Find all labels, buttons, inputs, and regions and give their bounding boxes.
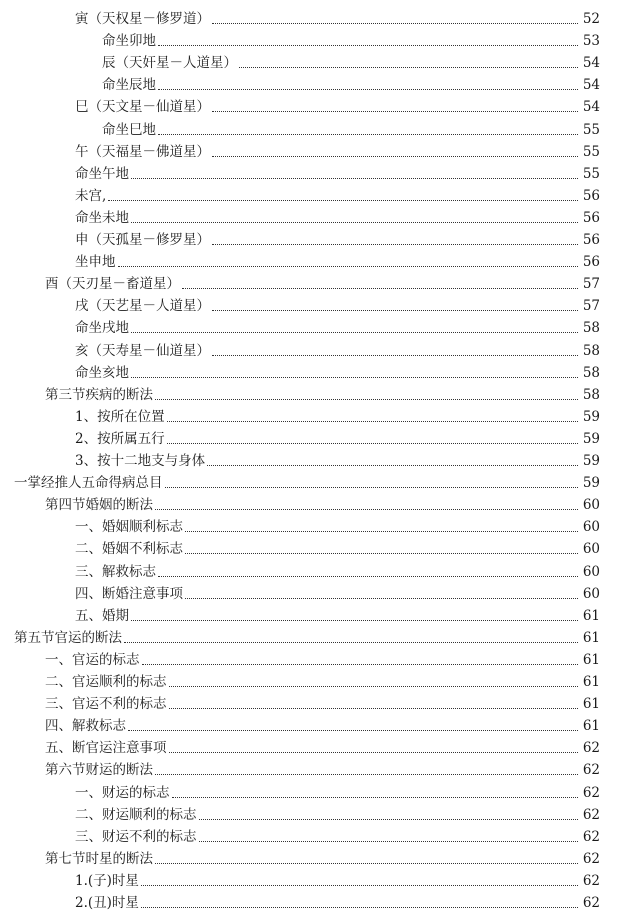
toc-entry-page-number: 56	[582, 254, 600, 271]
toc-entry-page-number: 61	[582, 651, 600, 668]
toc-entry-title: 1.(子)时星	[75, 872, 139, 889]
toc-entry-page-number: 56	[582, 187, 600, 204]
toc-entry[interactable]	[45, 668, 600, 690]
toc-entry-page-number: 53	[582, 33, 600, 50]
toc-entry-title: 命坐亥地	[75, 364, 129, 381]
toc-entry-page-number: 57	[582, 298, 600, 315]
toc-entry[interactable]	[75, 602, 600, 624]
toc-entry-title: 命坐戌地	[75, 320, 129, 337]
toc-entry-page-number: 61	[582, 607, 600, 624]
dot-leader	[212, 23, 578, 24]
toc-entry-title: 坐申地	[75, 254, 116, 271]
toc-entry-title: 五、婚期	[75, 607, 129, 624]
toc-entry-title: 四、断婚注意事项	[75, 585, 183, 602]
toc-entry[interactable]	[75, 558, 600, 580]
toc-entry-page-number: 62	[582, 762, 600, 779]
toc-entry-page-number: 62	[582, 895, 600, 911]
toc-entry-page-number: 61	[582, 674, 600, 690]
dot-leader	[212, 111, 578, 112]
dot-leader	[158, 134, 578, 135]
toc-entry-page-number: 60	[582, 541, 600, 558]
toc-entry-title: 一、官运的标志	[45, 651, 140, 668]
toc-entry-title: 2、按所属五行	[75, 430, 165, 447]
toc-entry-page-number: 55	[582, 165, 600, 182]
toc-entry[interactable]	[75, 292, 600, 314]
dot-leader	[158, 45, 578, 46]
toc-entry[interactable]	[75, 5, 600, 27]
toc-entry[interactable]	[102, 27, 600, 49]
dot-leader	[185, 598, 578, 599]
dot-leader	[169, 686, 579, 687]
dot-leader	[185, 531, 578, 532]
toc-entry[interactable]	[75, 535, 600, 557]
toc-entry[interactable]	[75, 513, 600, 535]
toc-entry-title: 命坐辰地	[102, 77, 156, 94]
dot-leader	[142, 664, 579, 665]
toc-entry[interactable]	[102, 49, 600, 71]
toc-entry-title: 五、断官运注意事项	[45, 740, 167, 757]
toc-entry[interactable]	[75, 138, 600, 160]
toc-entry-title: 亥（天寿星－仙道星）	[75, 342, 210, 359]
toc-entry-page-number: 61	[582, 629, 600, 646]
toc-entry-title: 命坐午地	[75, 165, 129, 182]
toc-entry-title: 第七节时星的断法	[45, 850, 153, 867]
toc-entry-page-number: 62	[582, 784, 600, 801]
toc-entry-title: 命坐巳地	[102, 121, 156, 138]
toc-entry-page-number: 54	[582, 77, 600, 94]
toc-entry-title: 一、婚姻顺利标志	[75, 519, 183, 536]
dot-leader	[185, 553, 578, 554]
toc-entry[interactable]	[75, 160, 600, 182]
toc-entry[interactable]	[75, 801, 600, 823]
toc-entry-page-number: 60	[582, 519, 600, 536]
toc-entry[interactable]	[75, 314, 600, 336]
dot-leader	[131, 332, 578, 333]
toc-entry-page-number: 52	[582, 11, 600, 27]
dot-leader	[167, 443, 578, 444]
toc-entry-page-number: 62	[582, 850, 600, 867]
dot-leader	[239, 67, 578, 68]
toc-entry[interactable]	[75, 403, 600, 425]
toc-entry[interactable]	[75, 226, 600, 248]
toc-entry[interactable]	[45, 270, 600, 292]
toc-entry[interactable]	[75, 779, 600, 801]
toc-entry-title: 巳（天文星－仙道星）	[75, 99, 210, 116]
toc-entry-page-number: 62	[582, 740, 600, 757]
toc-entry[interactable]	[75, 248, 600, 270]
toc-entry[interactable]	[102, 71, 600, 93]
toc-entry-page-number: 59	[582, 475, 600, 492]
toc-entry-title: 辰（天奸星－人道星）	[102, 55, 237, 72]
toc-entry-title: 一掌经推人五命得病总目	[14, 475, 163, 492]
dot-leader	[155, 774, 578, 775]
dot-leader	[131, 178, 578, 179]
toc-entry-title: 三、官运不利的标志	[45, 696, 167, 713]
toc-entry[interactable]	[75, 889, 600, 911]
toc-entry[interactable]	[75, 580, 600, 602]
toc-entry[interactable]	[75, 182, 600, 204]
toc-entry-title: 二、婚姻不利标志	[75, 541, 183, 558]
dot-leader	[212, 355, 578, 356]
toc-entry-title: 寅（天权星－修罗道）	[75, 11, 210, 27]
toc-entry-title: 未宫,	[75, 187, 107, 204]
toc-entry-page-number: 58	[582, 342, 600, 359]
dot-leader	[182, 288, 578, 289]
toc-entry-page-number: 59	[582, 430, 600, 447]
toc-entry[interactable]	[45, 712, 600, 734]
toc-entry-page-number: 62	[582, 872, 600, 889]
toc-entry-page-number: 56	[582, 232, 600, 248]
toc-entry-page-number: 57	[582, 276, 600, 293]
dot-leader	[155, 863, 578, 864]
dot-leader	[212, 244, 578, 245]
toc-entry-page-number: 54	[582, 55, 600, 72]
toc-entry-title: 2.(丑)时星	[75, 895, 139, 911]
toc-entry[interactable]	[75, 867, 600, 889]
toc-entry-title: 第四节婚姻的断法	[45, 497, 153, 514]
dot-leader	[118, 266, 579, 267]
toc-entry-page-number: 58	[582, 364, 600, 381]
toc-entry-title: 三、财运不利的标志	[75, 828, 197, 845]
toc-entry-title: 第三节疾病的断法	[45, 386, 153, 403]
toc-entry[interactable]	[45, 734, 600, 756]
toc-entry-page-number: 61	[582, 696, 600, 713]
dot-leader	[207, 465, 578, 466]
toc-entry-title: 四、解救标志	[45, 718, 126, 735]
toc-entry-page-number: 58	[582, 320, 600, 337]
toc-entry-title: 二、财运顺利的标志	[75, 806, 197, 823]
toc-entry-title: 午（天福星－佛道星）	[75, 143, 210, 160]
dot-leader	[199, 819, 579, 820]
toc-entry-title: 1、按所在位置	[75, 408, 165, 425]
dot-leader	[165, 487, 579, 488]
toc-entry-title: 一、财运的标志	[75, 784, 170, 801]
toc-entry-page-number: 59	[582, 408, 600, 425]
toc-entry-title: 三、解救标志	[75, 563, 156, 580]
dot-leader	[169, 752, 579, 753]
toc-entry-page-number: 62	[582, 806, 600, 823]
dot-leader	[172, 797, 579, 798]
toc-entry-page-number: 62	[582, 828, 600, 845]
dot-leader	[128, 730, 578, 731]
toc-entry[interactable]	[75, 93, 600, 115]
dot-leader	[141, 907, 578, 908]
toc-entry-page-number: 61	[582, 718, 600, 735]
toc-entry[interactable]	[75, 337, 600, 359]
dot-leader	[158, 576, 578, 577]
toc-entry[interactable]	[75, 447, 600, 469]
toc-entry[interactable]	[75, 823, 600, 845]
toc-entry-page-number: 60	[582, 497, 600, 514]
toc-entry-title: 命坐卯地	[102, 33, 156, 50]
toc-entry[interactable]	[45, 646, 600, 668]
dot-leader	[155, 399, 578, 400]
toc-entry-title: 戌（天艺星－人道星）	[75, 298, 210, 315]
toc-entry-page-number: 59	[582, 453, 600, 469]
dot-leader	[141, 885, 578, 886]
toc-entry[interactable]	[45, 845, 600, 867]
toc-entry[interactable]	[75, 359, 600, 381]
dot-leader	[131, 620, 578, 621]
toc-entry[interactable]	[75, 425, 600, 447]
dot-leader	[169, 708, 579, 709]
dot-leader	[131, 222, 578, 223]
toc-entry-page-number: 56	[582, 209, 600, 226]
toc-entry[interactable]	[45, 690, 600, 712]
toc-entry[interactable]	[45, 756, 600, 778]
toc-entry-title: 二、官运顺利的标志	[45, 674, 167, 690]
toc-entry-title: 3、按十二地支与身体	[75, 453, 206, 469]
toc-entry-title: 第六节财运的断法	[45, 762, 153, 779]
toc-entry[interactable]	[14, 469, 600, 491]
dot-leader	[212, 156, 578, 157]
dot-leader	[155, 509, 578, 510]
toc-entry-page-number: 54	[582, 99, 600, 116]
toc-entry-title: 命坐未地	[75, 209, 129, 226]
toc-entry-page-number: 55	[582, 143, 600, 160]
toc-entry[interactable]	[14, 624, 600, 646]
dot-leader	[167, 421, 578, 422]
toc-entry-title: 申（天孤星－修罗星）	[75, 232, 210, 248]
toc-entry-page-number: 60	[582, 585, 600, 602]
toc-entry-title: 酉（天刃星－畜道星）	[45, 276, 180, 293]
toc-entry[interactable]	[45, 491, 600, 513]
toc-entry[interactable]	[75, 204, 600, 226]
toc-entry[interactable]	[102, 116, 600, 138]
toc-entry-page-number: 55	[582, 121, 600, 138]
dot-leader	[131, 377, 578, 378]
toc-entry-title: 第五节官运的断法	[14, 629, 122, 646]
toc-entry[interactable]	[45, 381, 600, 403]
dot-leader	[199, 841, 579, 842]
dot-leader	[212, 310, 578, 311]
dot-leader	[108, 200, 578, 201]
dot-leader	[158, 89, 578, 90]
toc-entry-page-number: 58	[582, 386, 600, 403]
dot-leader	[124, 642, 578, 643]
toc-entry-page-number: 60	[582, 563, 600, 580]
